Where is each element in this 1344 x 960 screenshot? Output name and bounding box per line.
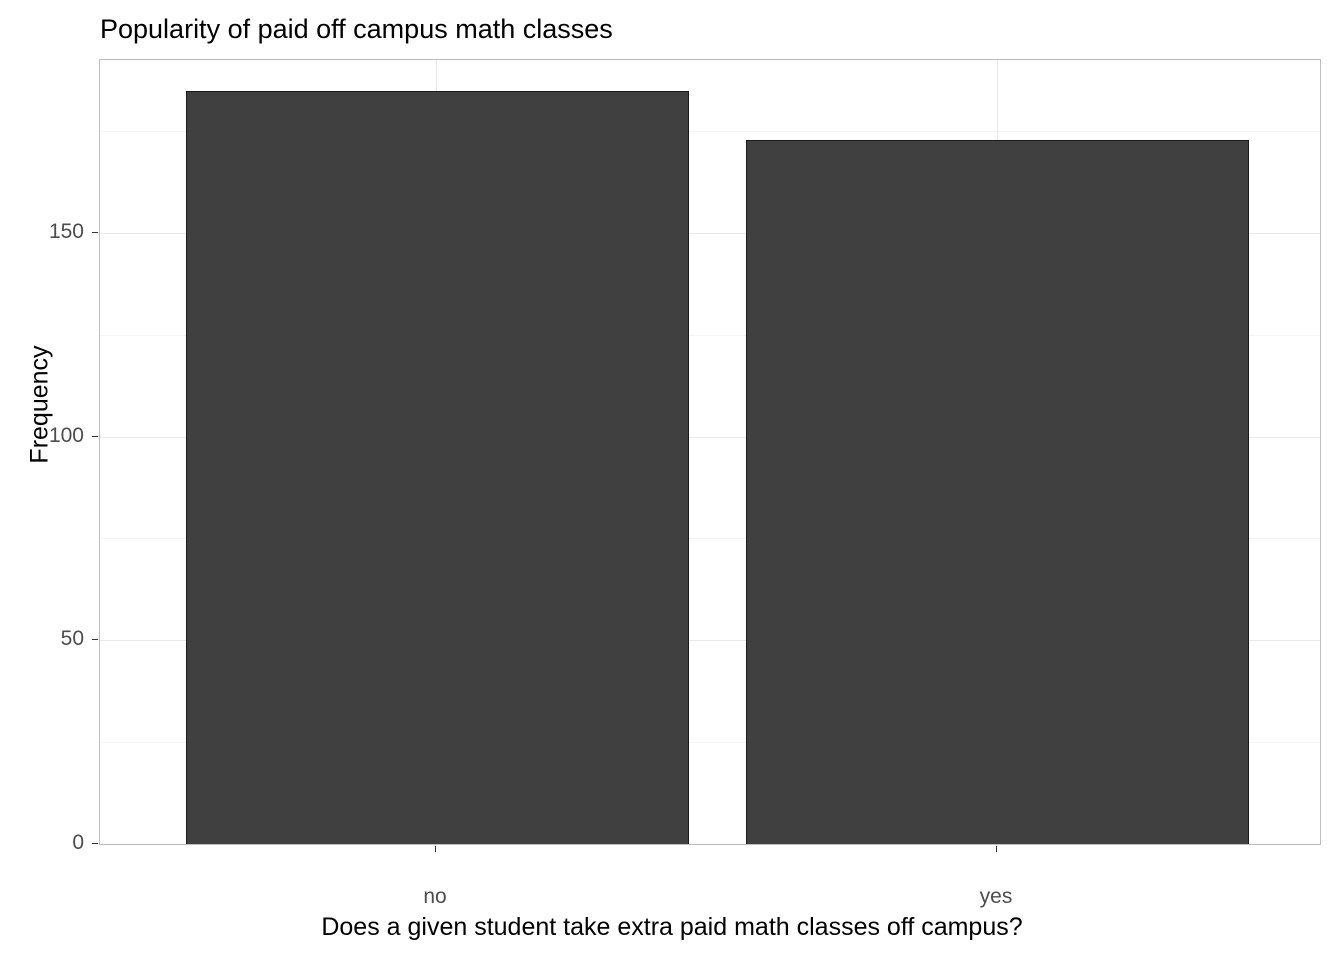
y-tick-mark-150 (92, 232, 98, 233)
x-tick-label-no: no (423, 885, 447, 908)
y-tick-mark-50 (92, 639, 98, 640)
gridline-major-y0 (100, 844, 1320, 845)
y-tick-mark-0 (92, 843, 98, 844)
y-axis-title: Frequency (25, 345, 54, 464)
x-axis-title: Does a given student take extra paid math classes off campus? (321, 913, 1023, 941)
bar-yes (746, 140, 1249, 845)
x-tick-mark-no (435, 846, 436, 852)
y-tick-label-100: 100 (48, 424, 84, 447)
y-tick-mark-100 (92, 436, 98, 437)
x-tick-label-yes: yes (979, 885, 1013, 908)
plot-panel (99, 59, 1321, 845)
x-tick-mark-yes (996, 846, 997, 852)
chart-title: Popularity of paid off campus math classes (100, 14, 613, 44)
y-tick-label-150: 150 (48, 220, 84, 243)
y-tick-label-50: 50 (60, 627, 84, 650)
bar-no (186, 91, 689, 845)
y-tick-label-0: 0 (72, 831, 84, 854)
